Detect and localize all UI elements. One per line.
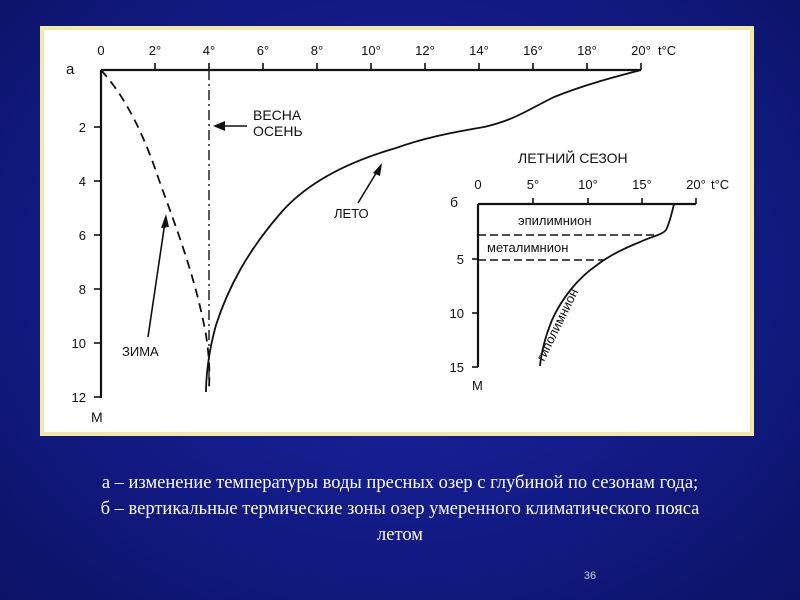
a-depth-tick-label: 10 (71, 336, 86, 351)
figure-panel (40, 26, 754, 436)
a-temp-tick-label: 14° (469, 43, 489, 58)
figure-caption (20, 470, 780, 548)
a-temp-tick-labels (97, 43, 650, 58)
a-depth-tick-labels (72, 120, 86, 405)
metalimnion-label: металимнион (487, 240, 569, 255)
epilimnion-label: эпилимнион (518, 213, 592, 228)
a-depth-tick-label: 4 (78, 174, 86, 189)
a-depth-unit: М (91, 409, 103, 425)
winter-curve (101, 70, 209, 388)
diagram-a (66, 43, 676, 425)
spring-label: ВЕСНА (253, 107, 302, 123)
b-temp-tick-label: 0 (474, 177, 482, 192)
spring-autumn-arrowhead (213, 121, 225, 131)
a-temp-tick-label: 2° (148, 43, 162, 58)
a-temp-tick-label: 6° (256, 43, 270, 58)
a-depth-tick-label: 6 (78, 228, 86, 243)
a-temp-tick-label: 10° (361, 43, 381, 58)
b-temp-tick-label: 15° (632, 177, 652, 192)
a-temp-tick-label: 12° (415, 43, 435, 58)
b-temp-tick-label: 10° (578, 177, 598, 192)
a-temp-tick-label: 20° (631, 43, 651, 58)
caption-line-a: а – изменение температуры воды пресных озер с глубиной по сезонам года; (101, 473, 699, 493)
b-panel-letter: б (450, 194, 459, 210)
caption-line-b-continued: летом (377, 525, 423, 545)
b-temp-tick-labels (474, 177, 705, 192)
a-temp-tick-label: 4° (202, 43, 216, 58)
b-title: ЛЕТНИЙ СЕЗОН (518, 150, 628, 166)
b-depth-tick-label: 5 (456, 252, 464, 267)
summer-label: ЛЕТО (334, 206, 369, 221)
summer-arrowhead (373, 163, 382, 176)
b-depth-tick-labels (450, 252, 464, 375)
b-temp-unit: t°C (711, 177, 730, 192)
winter-arrowhead (161, 214, 169, 228)
a-temp-tick-label: 16° (523, 43, 543, 58)
a-temp-tick-label: 0 (97, 43, 105, 58)
b-temp-tick-label: 5° (526, 177, 540, 192)
summer-arrow (358, 170, 378, 203)
b-temp-tick-label: 20° (686, 177, 706, 192)
slide-number: 36 (583, 570, 597, 582)
a-temp-tick-label: 18° (577, 43, 597, 58)
a-depth-tick-label: 12 (71, 390, 86, 405)
caption-line-b: б – вертикальные термические зоны озер умеренного климатического пояса (100, 499, 700, 519)
b-depth-unit: М (472, 378, 483, 393)
winter-arrow (148, 222, 165, 337)
a-depth-tick-label: 2 (78, 120, 86, 135)
diagram-b (450, 149, 730, 393)
a-temp-unit: t°C (658, 43, 677, 58)
winter-label: ЗИМА (122, 344, 159, 359)
hypolimnion-label: гиполимнион (533, 286, 582, 364)
b-depth-tick-label: 15 (449, 360, 464, 375)
b-depth-tick-label: 10 (449, 306, 464, 321)
a-depth-tick-label: 8 (78, 282, 86, 297)
b-summer-profile (540, 204, 674, 366)
a-temp-tick-label: 8° (310, 43, 324, 58)
a-panel-letter: а (66, 61, 75, 78)
autumn-label: ОСЕНЬ (253, 123, 303, 139)
